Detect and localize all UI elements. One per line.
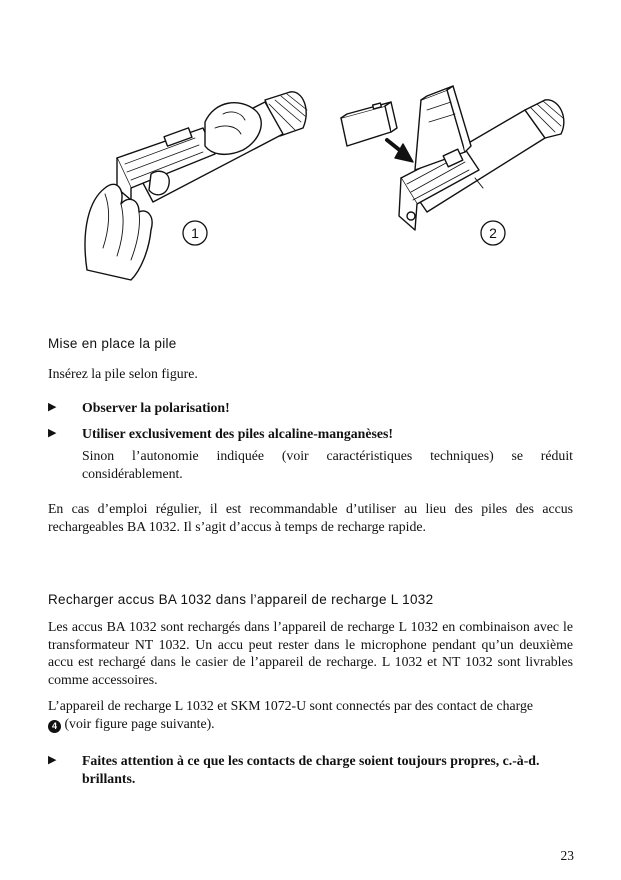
recharge-paragraph: Les accus BA 1032 sont rechargés dans l’appareil de recharge L 1032 en combinaison avec le transformateur NT 1032. Un accu peut rester dans le microphone pendant qu’un deuxième accu est rechargé dans le casier de l’appareil de recharge. L 1032 et NT 1032 sont livrables comme accessoires.: [48, 619, 573, 687]
intro-text: Insérez la pile selon figure.: [48, 366, 198, 381]
bullet-arrow-icon: ▶: [48, 401, 57, 413]
bullet-text: Utiliser exclusivement des piles alcaline-manganèses!: [82, 426, 393, 441]
section-heading-battery: Mise en place la pile: [48, 336, 177, 351]
hand-inserting-battery-icon: [85, 92, 307, 280]
rechargeable-paragraph: En cas d’emploi régulier, il est recommandable d’utiliser au lieu des piles des accus rechargeables BA 1032. Il s’agit d’accus à temps de recharge rapide.: [48, 501, 573, 534]
bullet-arrow-icon: ▶: [48, 427, 57, 439]
bullet-contacts-clean: [48, 752, 573, 788]
bullet-text: Observer la polarisation!: [82, 400, 230, 415]
bullet-alkaline: [48, 425, 573, 443]
page-number: 23: [560, 848, 574, 863]
contact-paragraph: [48, 697, 573, 733]
battery-insertion-figure: [55, 70, 575, 300]
bullet-arrow-icon: ▶: [48, 754, 57, 766]
label-2-icon: [481, 221, 505, 245]
bullet-text: Faites attention à ce que les contacts de charge soient toujours propres, c.-à-d. brillants.: [82, 753, 540, 786]
figure-label-1: 1: [191, 225, 199, 241]
contact-text-after: (voir figure page suivante).: [64, 715, 215, 731]
bullet-note: Sinon l’autonomie indiquée (voir caractéristiques techniques) se réduit considérablement.: [82, 448, 573, 481]
section-heading-recharge: Recharger accus BA 1032 dans l’appareil de recharge L 1032: [48, 592, 434, 607]
figure-label-2: 2: [489, 225, 497, 241]
open-battery-compartment-icon: [341, 86, 564, 230]
label-1-icon: [183, 221, 207, 245]
contact-text-before: L’appareil de recharge L 1032 et SKM 1072-U sont connectés par des contact de charge: [48, 698, 534, 713]
contact-number-badge: 4: [48, 720, 61, 733]
bullet-polarisation: [48, 399, 573, 417]
